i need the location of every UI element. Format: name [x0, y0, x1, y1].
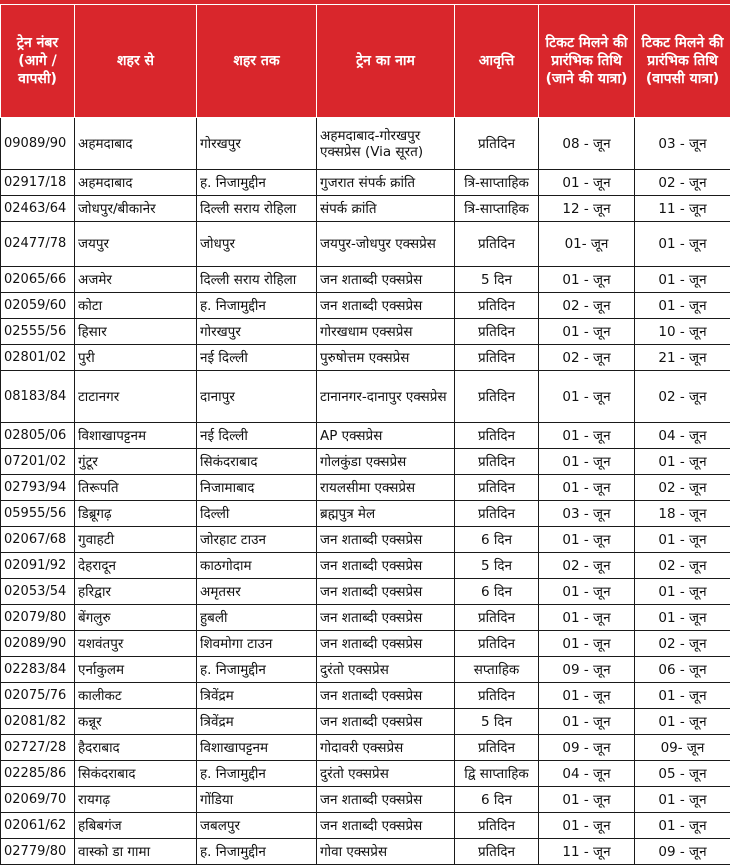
train-number-cell: 02081/82 — [1, 709, 75, 735]
outbound-date-cell: 01- जून — [539, 222, 635, 267]
header-train-number: ट्रेन नंबर (आगे / वापसी) — [1, 5, 75, 118]
frequency-cell: 5 दिन — [455, 267, 539, 293]
outbound-date-cell: 02 - जून — [539, 553, 635, 579]
return-date-cell: 02 - जून — [635, 631, 730, 657]
train-number-cell: 02075/76 — [1, 683, 75, 709]
to-city-cell: गोंडिया — [197, 787, 317, 813]
frequency-cell: प्रतिदिन — [455, 423, 539, 449]
train-number-cell: 02779/80 — [1, 839, 75, 865]
train-name-cell: दुरंतो एक्सप्रेस — [317, 657, 455, 683]
to-city-cell: त्रिवेंद्रम — [197, 709, 317, 735]
return-date-cell: 01 - जून — [635, 527, 730, 553]
train-name-cell: जन शताब्दी एक्सप्रेस — [317, 631, 455, 657]
frequency-cell: प्रतिदिन — [455, 501, 539, 527]
from-city-cell: कालीकट — [75, 683, 197, 709]
return-date-cell: 03 - जून — [635, 118, 730, 170]
frequency-cell: द्वि साप्ताहिक — [455, 761, 539, 787]
table-row — [1, 267, 730, 293]
frequency-cell: प्रतिदिन — [455, 371, 539, 423]
train-name-cell: जन शताब्दी एक्सप्रेस — [317, 709, 455, 735]
from-city-cell: तिरूपति — [75, 475, 197, 501]
outbound-date-cell: 09 - जून — [539, 735, 635, 761]
frequency-cell: प्रतिदिन — [455, 605, 539, 631]
from-city-cell: अहमदाबाद — [75, 170, 197, 196]
train-number-cell: 02067/68 — [1, 527, 75, 553]
train-number-cell: 02463/64 — [1, 196, 75, 222]
to-city-cell: गोरखपुर — [197, 319, 317, 345]
from-city-cell: वास्को डा गामा — [75, 839, 197, 865]
table-row — [1, 170, 730, 196]
frequency-cell: 6 दिन — [455, 787, 539, 813]
table-row — [1, 371, 730, 423]
train-name-cell: गोवा एक्सप्रेस — [317, 839, 455, 865]
frequency-cell: प्रतिदिन — [455, 475, 539, 501]
train-number-cell: 02065/66 — [1, 267, 75, 293]
train-name-cell: जन शताब्दी एक्सप्रेस — [317, 527, 455, 553]
train-name-cell: संपर्क क्रांति — [317, 196, 455, 222]
from-city-cell: अजमेर — [75, 267, 197, 293]
train-number-cell: 02091/92 — [1, 553, 75, 579]
from-city-cell: गुवाहटी — [75, 527, 197, 553]
to-city-cell: अमृतसर — [197, 579, 317, 605]
from-city-cell: हिसार — [75, 319, 197, 345]
table-row — [1, 475, 730, 501]
outbound-date-cell: 01 - जून — [539, 579, 635, 605]
train-number-cell: 02917/18 — [1, 170, 75, 196]
train-number-cell: 02285/86 — [1, 761, 75, 787]
to-city-cell: नई दिल्ली — [197, 345, 317, 371]
table-row — [1, 293, 730, 319]
to-city-cell: दिल्ली सराय रोहिला — [197, 196, 317, 222]
to-city-cell: दानापुर — [197, 371, 317, 423]
from-city-cell: हैदराबाद — [75, 735, 197, 761]
from-city-cell: गुंटूर — [75, 449, 197, 475]
train-schedule-table — [0, 4, 730, 865]
to-city-cell: ह. निजामुद्दीन — [197, 293, 317, 319]
train-name-cell: दुरंतो एक्सप्रेस — [317, 761, 455, 787]
train-number-cell: 02555/56 — [1, 319, 75, 345]
from-city-cell: कोटा — [75, 293, 197, 319]
return-date-cell: 09 - जून — [635, 839, 730, 865]
return-date-cell: 04 - जून — [635, 423, 730, 449]
outbound-date-cell: 01 - जून — [539, 683, 635, 709]
train-number-cell: 02727/28 — [1, 735, 75, 761]
header-return-date: टिकट मिलने की प्रारंभिक तिथि (वापसी यात्रा) — [635, 5, 730, 118]
train-number-cell: 02801/02 — [1, 345, 75, 371]
train-number-cell: 02059/60 — [1, 293, 75, 319]
from-city-cell: एर्नाकुलम — [75, 657, 197, 683]
return-date-cell: 05 - जून — [635, 761, 730, 787]
outbound-date-cell: 01 - जून — [539, 631, 635, 657]
to-city-cell: विशाखापट्टनम — [197, 735, 317, 761]
return-date-cell: 02 - जून — [635, 475, 730, 501]
frequency-cell: 6 दिन — [455, 527, 539, 553]
frequency-cell: सप्ताहिक — [455, 657, 539, 683]
to-city-cell: त्रिवेंद्रम — [197, 683, 317, 709]
outbound-date-cell: 08 - जून — [539, 118, 635, 170]
from-city-cell: रायगढ़ — [75, 787, 197, 813]
table-row — [1, 631, 730, 657]
return-date-cell: 01 - जून — [635, 267, 730, 293]
table-row — [1, 222, 730, 267]
train-name-cell: AP एक्सप्रेस — [317, 423, 455, 449]
train-name-cell: टानानगर-दानापुर एक्सप्रेस — [317, 371, 455, 423]
from-city-cell: देहरादून — [75, 553, 197, 579]
from-city-cell: सिकंदराबाद — [75, 761, 197, 787]
to-city-cell: शिवमोगा टाउन — [197, 631, 317, 657]
to-city-cell: सिकंदराबाद — [197, 449, 317, 475]
train-name-cell: जयपुर-जोधपुर एक्सप्रेस — [317, 222, 455, 267]
header-frequency: आवृत्ति — [455, 5, 539, 118]
return-date-cell: 02 - जून — [635, 553, 730, 579]
train-name-cell: पुरुषोत्तम एक्सप्रेस — [317, 345, 455, 371]
return-date-cell: 11 - जून — [635, 196, 730, 222]
from-city-cell: हबिबगंज — [75, 813, 197, 839]
train-number-cell: 02477/78 — [1, 222, 75, 267]
header-to-city: शहर तक — [197, 5, 317, 118]
return-date-cell: 18 - जून — [635, 501, 730, 527]
header-from-city: शहर से — [75, 5, 197, 118]
train-name-cell: गोरखधाम एक्सप्रेस — [317, 319, 455, 345]
frequency-cell: प्रतिदिन — [455, 813, 539, 839]
outbound-date-cell: 01 - जून — [539, 449, 635, 475]
to-city-cell: ह. निजामुद्दीन — [197, 839, 317, 865]
from-city-cell: टाटानगर — [75, 371, 197, 423]
train-name-cell: जन शताब्दी एक्सप्रेस — [317, 293, 455, 319]
table-row — [1, 579, 730, 605]
train-name-cell: जन शताब्दी एक्सप्रेस — [317, 813, 455, 839]
frequency-cell: 6 दिन — [455, 579, 539, 605]
train-number-cell: 08183/84 — [1, 371, 75, 423]
frequency-cell: प्रतिदिन — [455, 345, 539, 371]
train-name-cell: गोलकुंडा एक्सप्रेस — [317, 449, 455, 475]
train-name-cell: गोदावरी एक्सप्रेस — [317, 735, 455, 761]
from-city-cell: हरिद्वार — [75, 579, 197, 605]
train-name-cell: जन शताब्दी एक्सप्रेस — [317, 683, 455, 709]
outbound-date-cell: 01 - जून — [539, 709, 635, 735]
table-row — [1, 527, 730, 553]
outbound-date-cell: 01 - जून — [539, 527, 635, 553]
frequency-cell: 5 दिन — [455, 553, 539, 579]
table-row — [1, 735, 730, 761]
table-row — [1, 118, 730, 170]
to-city-cell: जबलपुर — [197, 813, 317, 839]
header-outbound-date: टिकट मिलने की प्रारंभिक तिथि (जाने की यात्रा) — [539, 5, 635, 118]
from-city-cell: जोधपुर/बीकानेर — [75, 196, 197, 222]
train-name-cell: जन शताब्दी एक्सप्रेस — [317, 553, 455, 579]
table-row — [1, 319, 730, 345]
train-number-cell: 07201/02 — [1, 449, 75, 475]
table-row — [1, 449, 730, 475]
table-row — [1, 839, 730, 865]
return-date-cell: 01 - जून — [635, 683, 730, 709]
train-number-cell: 05955/56 — [1, 501, 75, 527]
return-date-cell: 02 - जून — [635, 371, 730, 423]
return-date-cell: 01 - जून — [635, 449, 730, 475]
outbound-date-cell: 03 - जून — [539, 501, 635, 527]
return-date-cell: 21 - जून — [635, 345, 730, 371]
to-city-cell: ह. निजामुद्दीन — [197, 170, 317, 196]
frequency-cell: प्रतिदिन — [455, 449, 539, 475]
to-city-cell: हुबली — [197, 605, 317, 631]
frequency-cell: प्रतिदिन — [455, 118, 539, 170]
to-city-cell: जोरहाट टाउन — [197, 527, 317, 553]
return-date-cell: 01 - जून — [635, 813, 730, 839]
outbound-date-cell: 01 - जून — [539, 371, 635, 423]
train-name-cell: गुजरात संपर्क क्रांति — [317, 170, 455, 196]
outbound-date-cell: 12 - जून — [539, 196, 635, 222]
outbound-date-cell: 02 - जून — [539, 345, 635, 371]
frequency-cell: प्रतिदिन — [455, 293, 539, 319]
train-number-cell: 02283/84 — [1, 657, 75, 683]
train-number-cell: 02053/54 — [1, 579, 75, 605]
to-city-cell: दिल्ली सराय रोहिला — [197, 267, 317, 293]
table-row — [1, 605, 730, 631]
outbound-date-cell: 01 - जून — [539, 423, 635, 449]
to-city-cell: गोरखपुर — [197, 118, 317, 170]
outbound-date-cell: 11 - जून — [539, 839, 635, 865]
outbound-date-cell: 09 - जून — [539, 657, 635, 683]
train-number-cell: 02805/06 — [1, 423, 75, 449]
train-number-cell: 09089/90 — [1, 118, 75, 170]
outbound-date-cell: 01 - जून — [539, 787, 635, 813]
train-name-cell: जन शताब्दी एक्सप्रेस — [317, 787, 455, 813]
to-city-cell: ह. निजामुद्दीन — [197, 761, 317, 787]
to-city-cell: नई दिल्ली — [197, 423, 317, 449]
table-row — [1, 683, 730, 709]
return-date-cell: 01 - जून — [635, 293, 730, 319]
to-city-cell: निजामाबाद — [197, 475, 317, 501]
header-row — [1, 5, 730, 118]
return-date-cell: 01 - जून — [635, 579, 730, 605]
table-row — [1, 423, 730, 449]
train-number-cell: 02793/94 — [1, 475, 75, 501]
table-row — [1, 196, 730, 222]
outbound-date-cell: 01 - जून — [539, 319, 635, 345]
from-city-cell: डिब्रूगढ़ — [75, 501, 197, 527]
train-name-cell: जन शताब्दी एक्सप्रेस — [317, 267, 455, 293]
return-date-cell: 01 - जून — [635, 222, 730, 267]
frequency-cell: प्रतिदिन — [455, 319, 539, 345]
table-row — [1, 761, 730, 787]
table-row — [1, 709, 730, 735]
outbound-date-cell: 02 - जून — [539, 293, 635, 319]
frequency-cell: प्रतिदिन — [455, 735, 539, 761]
to-city-cell: जोधपुर — [197, 222, 317, 267]
frequency-cell: प्रतिदिन — [455, 839, 539, 865]
frequency-cell: प्रतिदिन — [455, 631, 539, 657]
frequency-cell: त्रि-साप्ताहिक — [455, 170, 539, 196]
table-row — [1, 501, 730, 527]
return-date-cell: 01 - जून — [635, 787, 730, 813]
outbound-date-cell: 01 - जून — [539, 475, 635, 501]
train-name-cell: जन शताब्दी एक्सप्रेस — [317, 579, 455, 605]
frequency-cell: 5 दिन — [455, 709, 539, 735]
outbound-date-cell: 01 - जून — [539, 813, 635, 839]
outbound-date-cell: 01 - जून — [539, 170, 635, 196]
from-city-cell: यशवंतपुर — [75, 631, 197, 657]
return-date-cell: 01 - जून — [635, 709, 730, 735]
return-date-cell: 10 - जून — [635, 319, 730, 345]
frequency-cell: त्रि-साप्ताहिक — [455, 196, 539, 222]
train-number-cell: 02061/62 — [1, 813, 75, 839]
return-date-cell: 06 - जून — [635, 657, 730, 683]
from-city-cell: कन्नूर — [75, 709, 197, 735]
to-city-cell: ह. निजामुद्दीन — [197, 657, 317, 683]
table-body — [1, 118, 730, 865]
train-name-cell: ब्रह्मपुत्र मेल — [317, 501, 455, 527]
train-name-cell: अहमदाबाद-गोरखपुर एक्सप्रेस (Via सूरत) — [317, 118, 455, 170]
outbound-date-cell: 01 - जून — [539, 267, 635, 293]
return-date-cell: 02 - जून — [635, 170, 730, 196]
from-city-cell: जयपुर — [75, 222, 197, 267]
to-city-cell: दिल्ली — [197, 501, 317, 527]
table-row — [1, 657, 730, 683]
table-row — [1, 553, 730, 579]
table-row — [1, 787, 730, 813]
from-city-cell: बेंगलुरु — [75, 605, 197, 631]
train-number-cell: 02089/90 — [1, 631, 75, 657]
return-date-cell: 01 - जून — [635, 605, 730, 631]
table-row — [1, 345, 730, 371]
train-name-cell: जन शताब्दी एक्सप्रेस — [317, 605, 455, 631]
frequency-cell: प्रतिदिन — [455, 222, 539, 267]
from-city-cell: अहमदाबाद — [75, 118, 197, 170]
train-number-cell: 02079/80 — [1, 605, 75, 631]
outbound-date-cell: 04 - जून — [539, 761, 635, 787]
train-number-cell: 02069/70 — [1, 787, 75, 813]
outbound-date-cell: 01 - जून — [539, 605, 635, 631]
from-city-cell: विशाखापट्टनम — [75, 423, 197, 449]
return-date-cell: 09- जून — [635, 735, 730, 761]
from-city-cell: पुरी — [75, 345, 197, 371]
header-train-name: ट्रेन का नाम — [317, 5, 455, 118]
train-name-cell: रायलसीमा एक्सप्रेस — [317, 475, 455, 501]
table-row — [1, 813, 730, 839]
frequency-cell: प्रतिदिन — [455, 683, 539, 709]
to-city-cell: काठगोदाम — [197, 553, 317, 579]
